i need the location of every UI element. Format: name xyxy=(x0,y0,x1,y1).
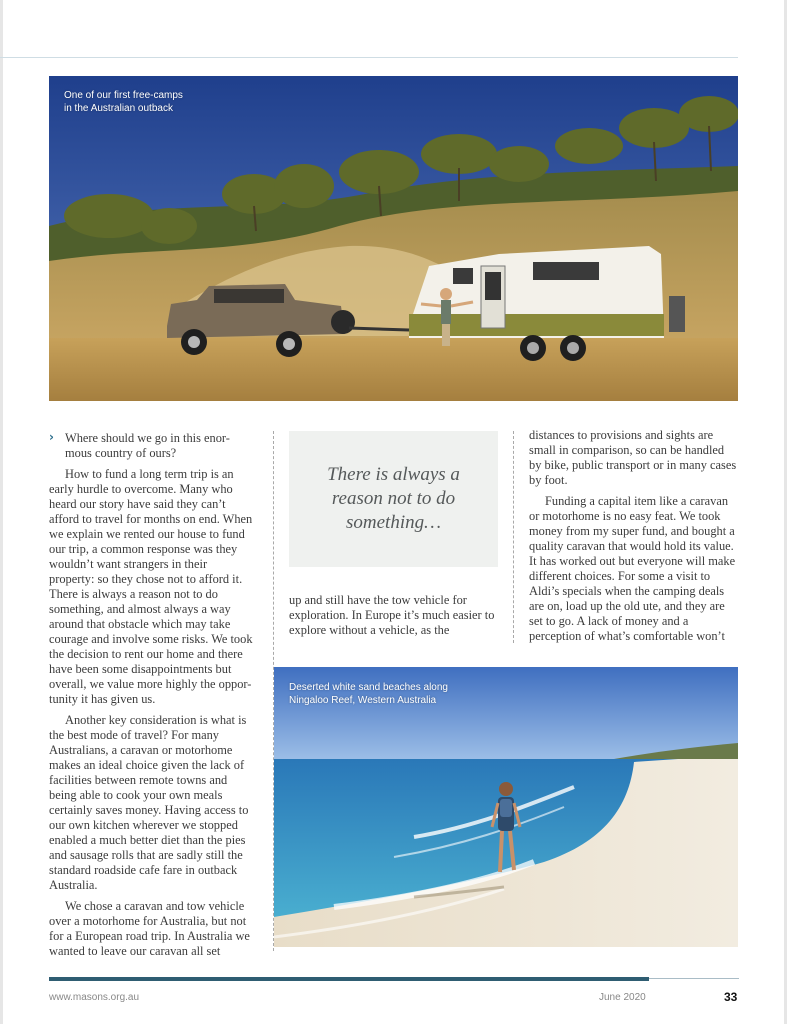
article-column-1 xyxy=(49,431,253,959)
photo-caption-outback: One of our first free-camps in the Australian outback xyxy=(64,90,183,114)
pull-quote-box xyxy=(289,431,498,567)
column-divider-2 xyxy=(513,431,514,643)
article-column-3 xyxy=(529,428,737,644)
footer-bar xyxy=(49,977,649,981)
article-column-2 xyxy=(289,593,499,638)
photo-outback-camp xyxy=(49,76,738,401)
paragraph-capital-item: Funding a capital item like a caravan or motorhome is no easy feat. We took money from my super fund, and bought a quality caravan that would hold its value. It has worked out but everyone will make different choices. For some a visit to Aldi’s specials when the camping deals are on, load up the old ute, and they are set to go. A lack of money and a perception of what’s comfortable won’t xyxy=(529,494,736,643)
outback-camp-illustration xyxy=(49,76,738,401)
intro-bullet-text: Where should we go in this enor-mous country of ours? xyxy=(65,431,230,460)
page-edge-left xyxy=(0,0,3,1024)
beach-illustration xyxy=(274,667,738,947)
page-number: 33 xyxy=(724,990,738,1004)
paragraph-funding-trip: How to fund a long term trip is an early hurdle to overcome. Many who heard our story have said they can’t afford to travel for months on end. When we explain we rented our house to fund our trip, a common response was they wouldn’t want strangers in their property: so they chose not to afford it. There is always a reason not to do something, and almost always a way around that obstacle which may take courage and involve some risks. We took the decision to rent our home and there have been some disappointments but overall, we value more highly the oppor-tunity it has given us. xyxy=(49,467,253,706)
footer-bar-end xyxy=(649,978,739,979)
paragraph-tow-vehicle: up and still have the tow vehicle for exploration. In Europe it’s much easier to explore without a vehicle, as the xyxy=(289,593,495,637)
paragraph-mode-of-travel: Another key consideration is what is the best mode of travel? For many Australians, a caravan or motorhome makes an ideal choice given the lack of facilities between remote towns and being able to cook your own meals certainly saves money. Having access to our own kitchen wherever we stopped enabled a much better diet than the pies and sausage rolls that are sadly still the standard roadside cafe fare in outback Australia. xyxy=(49,713,249,892)
header-rule xyxy=(0,57,738,58)
chevron-right-icon: › xyxy=(49,430,54,444)
intro-bullet-paragraph xyxy=(49,431,253,461)
footer-date: June 2020 xyxy=(599,992,646,1003)
footer-url: www.masons.org.au xyxy=(49,992,140,1003)
photo-ningaloo-beach xyxy=(274,667,738,947)
photo-caption-beach: Deserted white sand beaches along Ningaloo Reef, Western Australia xyxy=(289,682,448,706)
paragraph-caravan-choice: We chose a caravan and tow vehicle over a motorhome for Australia, but not for a European road trip. In Australia we wanted to leave our caravan all set xyxy=(49,899,250,958)
pull-quote-text: There is always a reason not to do something… xyxy=(327,464,460,533)
paragraph-distances: distances to provisions and sights are small in comparison, so can be handled by bike, public transport or in many cases by foot. xyxy=(529,428,737,487)
